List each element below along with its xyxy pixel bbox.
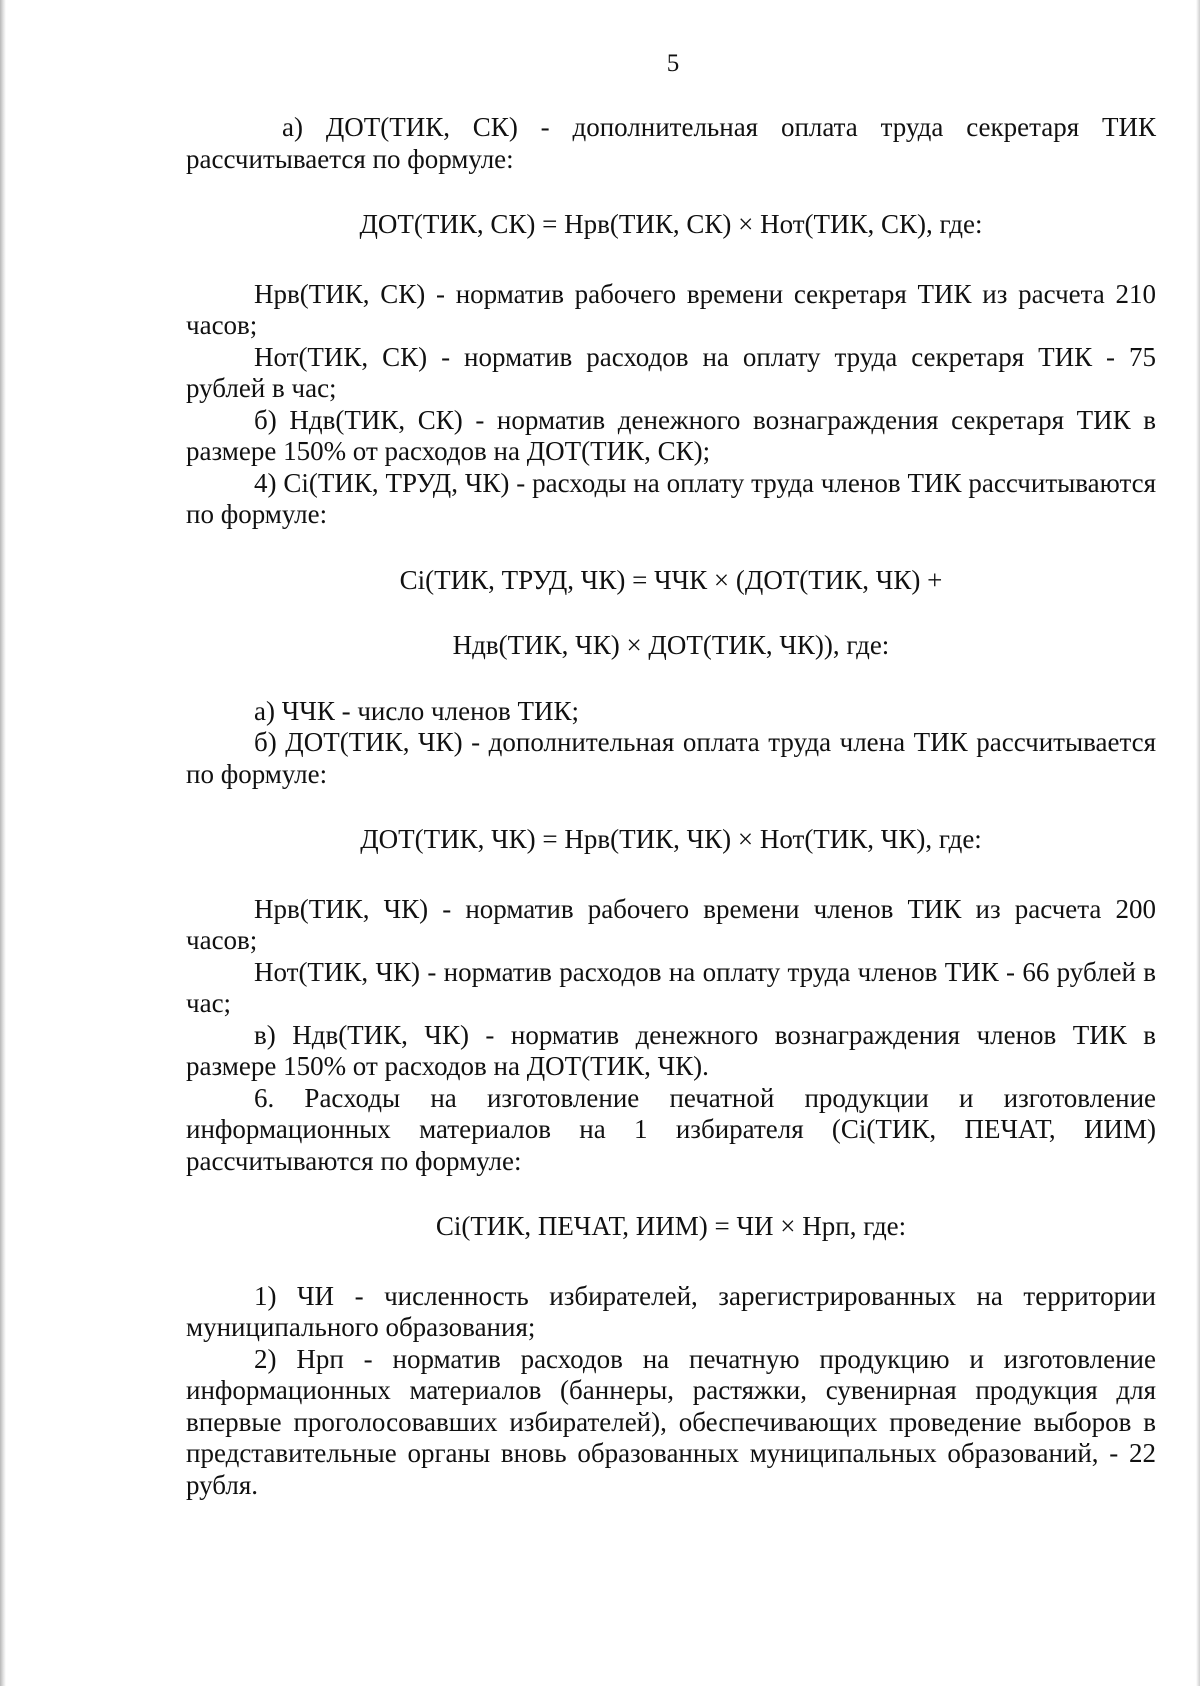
formula: Ндв(ТИК, ЧК) × ДОТ(ТИК, ЧК)), где: [452,630,890,660]
spacer [186,1243,1156,1281]
paragraph: 6. Расходы на изготовление печатной продукции и изготовление информационных материалов на 1 избирателя (Сi(ТИК, ПЕЧАТ, ИИМ) рассчитываются по формуле: [186,1082,1156,1176]
spacer [186,596,1156,630]
paragraph: Нрв(ТИК, ЧК) - норматив рабочего времени членов ТИК из расчета 200 часов; [186,893,1156,955]
paragraph: а) ДОТ(ТИК, СК) - дополнительная оплата труда секретаря ТИК рассчитывается по формуле: [186,112,1156,174]
formula: Сi(ТИК, ТРУД, ЧК) = ЧЧК × (ДОТ(ТИК, ЧК) + [399,564,943,595]
paragraph: а) ЧЧК - число членов ТИК; [254,695,580,726]
document-body [186,112,1156,1501]
paragraph: Нот(ТИК, СК) - норматив расходов на оплату труда секретаря ТИК - 75 рублей в час; [186,341,1156,403]
formula: Сi(ТИК, ПЕЧАТ, ИИМ) = ЧИ × Нрп, где: [435,1211,907,1241]
scan-edge-right [1196,0,1200,1686]
paragraph: 2) Нрп - норматив расходов на печатную продукцию и изготовление информационных материалов (баннеры, растяжки, сувенирная продукция для впервые проголосовавших избирателей), обеспечивающих проведение выборов в представительные органы вновь образованных муниципальных образований, - 22 рубля. [186,1343,1156,1500]
paragraph: Нрв(ТИК, СК) - норматив рабочего времени секретаря ТИК из расчета 210 часов; [186,278,1156,340]
paragraph: Нот(ТИК, ЧК) - норматив расходов на оплату труда членов ТИК - 66 рублей в час; [186,956,1156,1018]
paragraph: б) Ндв(ТИК, СК) - норматив денежного вознаграждения секретаря ТИК в размере 150% от расходов на ДОТ(ТИК, СК); [186,404,1156,466]
spacer [186,662,1156,696]
paragraph: 4) Сi(ТИК, ТРУД, ЧК) - расходы на оплату труда членов ТИК рассчитываются по формуле: [186,467,1156,529]
scan-edge-left [0,0,6,1686]
spacer [186,531,1156,565]
paragraph: б) ДОТ(ТИК, ЧК) - дополнительная оплата труда члена ТИК рассчитывается по формуле: [186,727,1156,789]
formula: ДОТ(ТИК, СК) = Нрв(ТИК, СК) × Нот(ТИК, СК), где: [359,209,983,239]
formula: ДОТ(ТИК, ЧК) = Нрв(ТИК, ЧК) × Нот(ТИК, ЧК), где: [360,824,982,854]
spacer [186,175,1156,209]
spacer [186,241,1156,279]
spacer [186,856,1156,894]
spacer [186,790,1156,824]
spacer [186,1177,1156,1211]
paragraph: 1) ЧИ - численность избирателей, зарегистрированных на территории муниципального образования; [186,1280,1156,1342]
page-number: 5 [666,50,680,77]
paragraph: в) Ндв(ТИК, ЧК) - норматив денежного вознаграждения членов ТИК в размере 150% от расходов на ДОТ(ТИК, ЧК). [186,1019,1156,1081]
